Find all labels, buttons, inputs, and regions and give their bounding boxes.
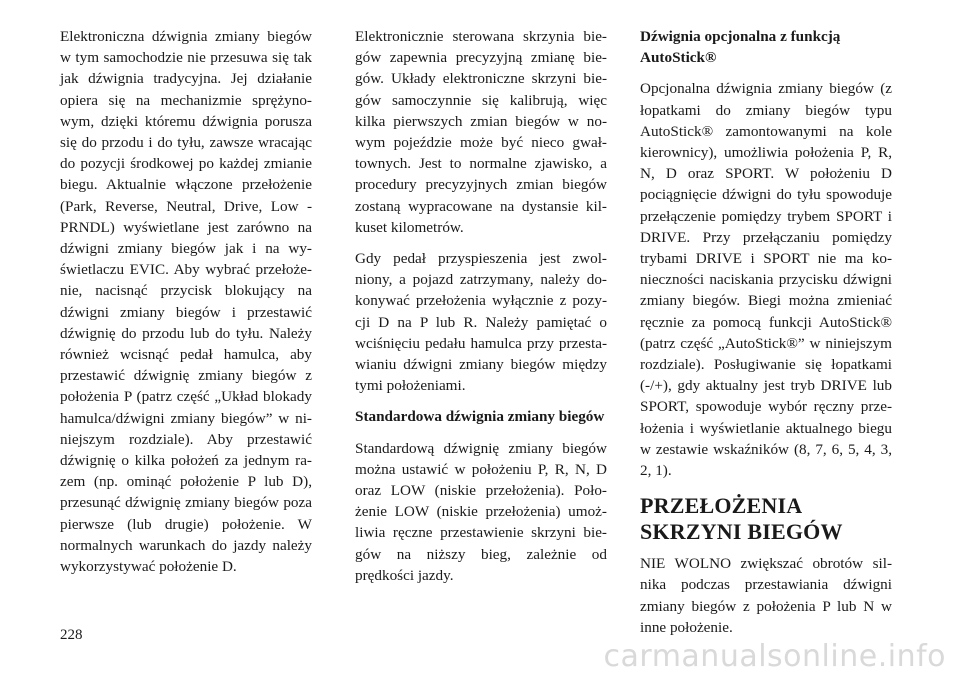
paragraph-standard-shifter: Standardową dźwignię zmiany biegów można ustawić w położeniu P, R, N, D oraz LOW (niskie przełożenia). Poło-żenie LOW (niskie przełożenia) umoż-liwia ręczne przestawienie skrzyni bie-gów na niższy bieg, zależnie od prędkości jazdy.	[355, 439, 607, 584]
section-title-gear-shifting: PRZEŁOŻENIA SKRZYNI BIEGÓW	[640, 493, 843, 545]
paragraph-do-not-race-engine: NIE WOLNO zwiększać obrotów sil-nika podczas przestawiania dźwigni zmiany biegów z położenia P lub N w inne położenie.	[640, 555, 892, 636]
paragraph-autostick: Opcjonalna dźwignia zmiany biegów (z łopatkami do zmiany biegów typu AutoStick® zamontowanymi na kole kierownicy), umożliwia położenia P, R, N, D oraz SPORT. W położeniu D pociągnięcie dźwigni do tyłu spowoduje przełączenie pomiędzy trybem SPORT i DRIVE. Przy przełączaniu pomiędzy trybami DRIVE i SPORT nie ma ko-nieczności naciskania przycisku dźwigni zmiany biegów. Biegi można zmieniać ręcznie za pomocą funkcji AutoStick® (patrz część „AutoStick®” w niniejszym rozdziale). Posługiwanie się łopatkami (-/+), gdy aktualny jest tryb DRIVE lub SPORT, spowoduje wybór ręczny prze-łożenia i wyświetlanie aktualnego biegu w zestawie wskaźników (8, 7, 6, 5, 4, 3, 2, 1).	[640, 80, 892, 480]
text-column-1	[60, 26, 312, 587]
subheading-standard-shifter: Standardowa dźwignia zmiany biegów	[355, 408, 605, 426]
text-column-3	[640, 26, 892, 648]
paragraph-accelerator-released: Gdy pedał przyspieszenia jest zwol-niony, a pojazd zatrzymany, należy do-konywać przełożenia wyłącznie z pozy-cji D na P lub R. Należy pamiętać o wciśnięciu pedału hamulca przy przesta-wianiu dźwigni zmiany biegów między tymi położeniami.	[355, 250, 607, 395]
paragraph-electronic-shifter: Elektroniczna dźwignia zmiany biegów w tym samochodzie nie przesuwa się tak jak dźwignia tradycyjna. Jej działanie opiera się na mechanizmie sprężyno-wym, dzięki któremu dźwignia porusza się do przodu i do tyłu, zawsze wracając do pozycji środkowej po każdej zmianie biegu. Aktualnie włączone przełożenie (Park, Reverse, Neutral, Drive, Low - PRNDL) wyświetlane jest zarówno na dźwigni zmiany biegów jak i na wy-świetlaczu EVIC. Aby wybrać przełoże-nie, nacisnąć przycisk blokujący na dźwigni zmiany biegów i przestawić dźwignię do przodu lub do tyłu. Należy również wcisnąć pedał hamulca, aby przestawić dźwignię zmiany biegów z położenia P (patrz część „Układ blokady hamulca/dźwigni zmiany biegów” w ni-niejszym rozdziale). Aby przestawić dźwignię o kilka położeń za jednym ra-zem (np. ominąć położenie P lub D), przesunąć dźwignię zmiany biegów poza pierwsze (lub drugie) położenie. W normalnych warunkach do jazdy należy wykorzystywać położenie D.	[60, 28, 312, 576]
watermark-text: carmanualsonline.info	[603, 639, 946, 674]
subheading-autostick-shifter: Dźwignia opcjonalna z funkcją AutoStick®	[640, 28, 841, 67]
paragraph-electronic-transmission: Elektronicznie sterowana skrzynia bie-gów zapewnia precyzyjną zmianę bie-gów. Układy elektroniczne skrzyni bie-gów samoczynnie się kalibrują, więc kilka pierwszych zmian biegów w no-wym pojeździe może być nieco gwał-townych. Jest to normalne zjawisko, a procedury precyzyjnych zmian biegów zostaną wypracowane na dystansie kil-kuset kilometrów.	[355, 28, 607, 236]
page-number: 228	[60, 627, 83, 643]
text-column-2	[355, 26, 607, 596]
